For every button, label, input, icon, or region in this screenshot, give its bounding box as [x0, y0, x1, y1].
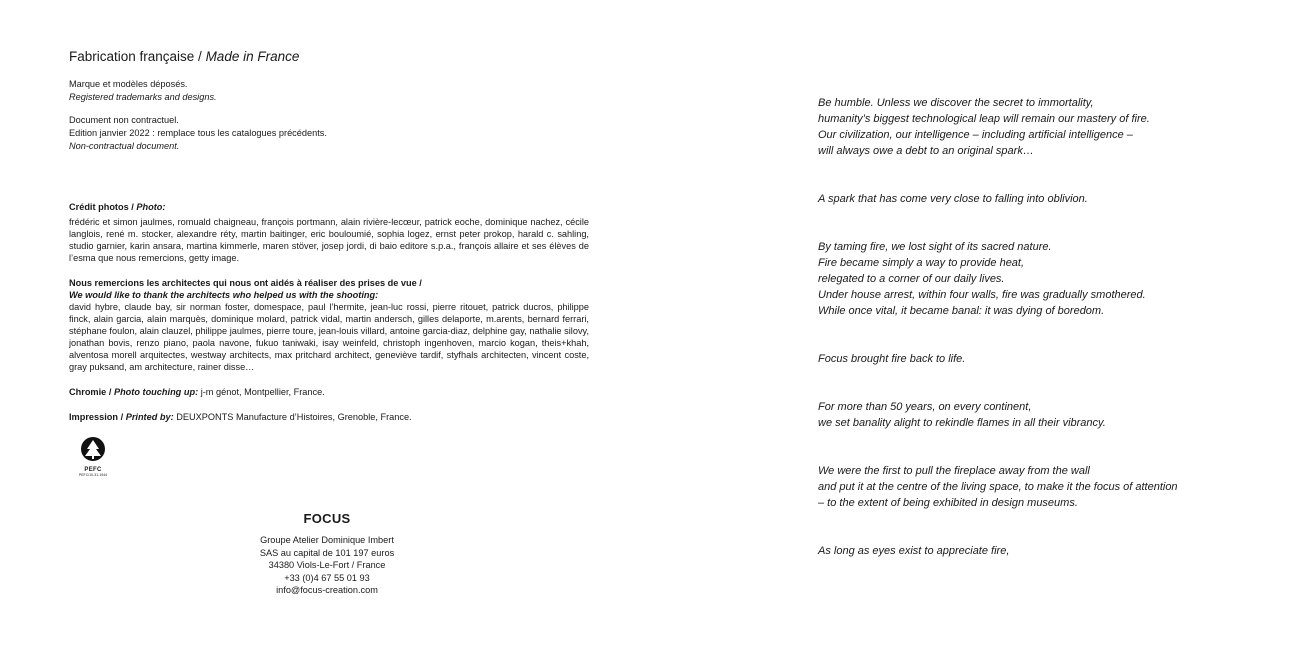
company-line-2: SAS au capital de 101 197 euros	[259, 547, 395, 558]
stanza-2	[818, 191, 1238, 207]
document-block	[69, 114, 589, 153]
chromie-label-en: Photo touching up:	[113, 387, 199, 397]
company-line-1: Groupe Atelier Dominique Imbert	[260, 535, 394, 545]
company-line-3: 34380 Viols-Le-Fort / France	[268, 560, 386, 570]
trademark-en: Registered trademarks and designs.	[69, 92, 217, 102]
poem-line: relegated to a corner of our daily lives.	[818, 273, 1005, 285]
poem-line: For more than 50 years, on every continent,	[818, 401, 1032, 413]
poem-line: By taming fire, we lost sight of its sacred nature.	[818, 241, 1052, 253]
impression-value: DEUXPONTS Manufacture d’Histoires, Grenoble, France.	[173, 412, 412, 422]
poem-line: and put it at the centre of the living space, to make it the focus of attention	[818, 481, 1178, 493]
poem-line: While once vital, it became banal: it was dying of boredom.	[818, 305, 1105, 317]
chromie-line	[69, 386, 589, 398]
poem-line: – to the extent of being exhibited in design museums.	[818, 497, 1078, 509]
credit-label	[69, 201, 589, 213]
poem-line: Our civilization, our intelligence – including artificial intelligence –	[818, 129, 1133, 141]
stanza-5	[818, 399, 1238, 431]
thanks-fr: Nous remercions les architectes qui nous ont aidés à réaliser des prises de vue /	[69, 278, 422, 288]
photo-credits	[69, 201, 589, 264]
architects-thanks	[69, 277, 589, 373]
doc-line-2: Edition janvier 2022 : remplace tous les catalogues précédents.	[69, 128, 327, 138]
stanza-7	[818, 543, 1238, 559]
poem-line: A spark that has come very close to falling into oblivion.	[818, 193, 1088, 205]
company-email: info@focus-creation.com	[276, 585, 378, 595]
heading-en: Made in France	[205, 49, 300, 64]
poem-line: humanity’s biggest technological leap will remain our mastery of fire.	[818, 113, 1150, 125]
doc-line-1: Document non contractuel.	[69, 115, 179, 125]
credit-text: frédéric et simon jaulmes, romuald chaigneau, françois portmann, alain rivière-lecœur, patrick eoche, dominique nachez, cécile langlois, rené m. stocker, alexandre réty, martin baitinger, eric bouloumié, sophia logez, ernst peter prokop, harald c. sahling, studio garnier, karin ansara, martina kimmerle, maren stöver, josep jordi, di baio editore s.p.a., françois allaire et ses élèves de l’esma que nous remercions, getty image.	[69, 217, 589, 263]
left-column	[69, 48, 589, 477]
pefc-logo	[73, 436, 113, 477]
stanza-1	[818, 95, 1238, 159]
poem-line: Fire became simply a way to provide heat,	[818, 257, 1025, 269]
credit-label-en: Photo:	[136, 202, 166, 212]
impression-label-fr: Impression /	[69, 412, 126, 422]
architects-text: david hybre, claude bay, sir norman foster, domespace, paul l’hermite, jean-luc rossi, pierre ritouet, patrick ducros, philippe finck, alain garcia, alain marquès, dominique molard, patrick vidal, martin andersch, gilles delaporte, m.arents, bernard ferrari, stéphane foulon, alain clauzel, philippe jaulmes, pierre toure, jean-louis villard, antoine garcia-diaz, delphine gay, nathalie silovy, jonathan bovis, renzo piano, paola navone, fukuo taniwaki, isay weinfeld, christoph ingenhoven, marcio kogan, theis+khah, alventosa morell arquitectes, westway architects, max pritchard architect, geneviève tardif, styfhals architecten, vincent coste, gray puksand, am architecture, rainer disse…	[69, 302, 589, 372]
thanks-en: We would like to thank the architects who helped us with the shooting:	[69, 290, 379, 300]
stanza-4	[818, 351, 1238, 367]
poem-line: We were the first to pull the fireplace away from the wall	[818, 465, 1090, 477]
company-name: FOCUS	[303, 511, 351, 526]
pefc-tree-icon	[73, 436, 113, 462]
trademark-block	[69, 78, 589, 104]
stanza-3	[818, 239, 1238, 319]
poem-line: Be humble. Unless we discover the secret to immortality,	[818, 97, 1094, 109]
poem-line: will always owe a debt to an original spark…	[818, 145, 1034, 157]
stanza-6	[818, 463, 1238, 511]
credit-label-fr: Crédit photos /	[69, 202, 137, 212]
chromie-value: j-m génot, Montpellier, France.	[198, 387, 325, 397]
pefc-code: PEFC/10-31-1944	[78, 473, 108, 477]
poem-line: Under house arrest, within four walls, fire was gradually smothered.	[818, 289, 1146, 301]
doc-en: Non-contractual document.	[69, 141, 180, 151]
poem-line: we set banality alight to rekindle flames in all their vibrancy.	[818, 417, 1106, 429]
poem-line: As long as eyes exist to appreciate fire,	[818, 545, 1010, 557]
impression-line	[69, 411, 589, 423]
trademark-fr: Marque et modèles déposés.	[69, 79, 188, 89]
company-info	[224, 511, 430, 597]
right-column-poem	[818, 95, 1238, 591]
page-heading	[69, 48, 589, 66]
heading-fr: Fabrication française /	[69, 49, 206, 64]
pefc-label: PEFC	[84, 467, 102, 473]
poem-line: Focus brought fire back to life.	[818, 353, 966, 365]
chromie-label-fr: Chromie /	[69, 387, 114, 397]
impression-label-en: Printed by:	[125, 412, 174, 422]
company-phone: +33 (0)4 67 55 01 93	[284, 572, 370, 583]
